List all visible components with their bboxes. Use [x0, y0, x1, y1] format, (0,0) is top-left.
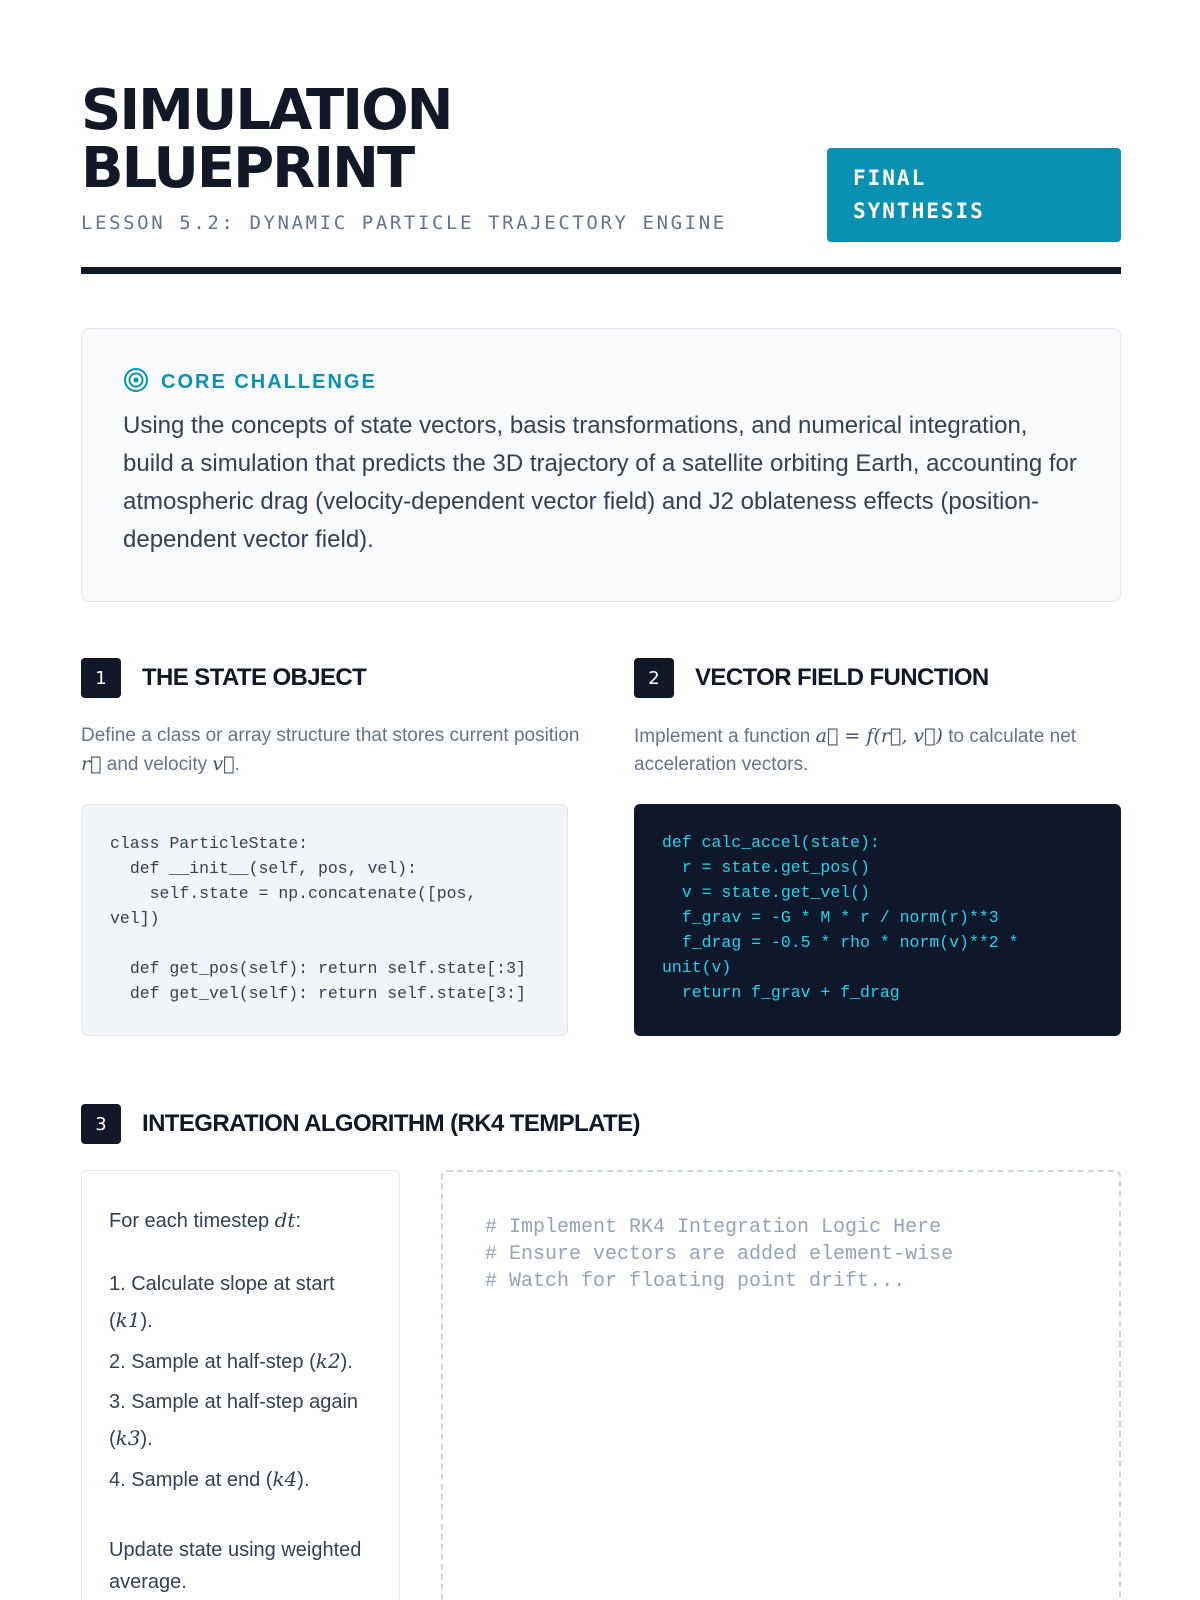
rk4-code-editor[interactable]: # Implement RK4 Integration Logic Here # Ensure vectors are added element-wise # Watch for floating point drift...: [441, 1170, 1121, 1600]
target-icon: [123, 367, 149, 398]
rk4-step-list: [109, 1266, 372, 1498]
list-item: 3. Sample at half-step again (k3).: [109, 1391, 359, 1450]
step-2-description: Implement a function a⃗ = f(r⃗, v⃗) to calculate net acceleration vectors.: [634, 725, 1077, 775]
list-item: 2. Sample at half-step (k2).: [109, 1349, 353, 1373]
step-1-title: THE STATE OBJECT: [142, 664, 367, 691]
step-2-header: [634, 658, 989, 698]
final-synthesis-badge: [827, 148, 1121, 242]
core-challenge-card: [81, 328, 1121, 602]
lesson-subtitle: LESSON 5.2: DYNAMIC PARTICLE TRAJECTORY ENGINE: [81, 212, 727, 234]
list-item: 1. Calculate slope at start (k1).: [109, 1273, 335, 1332]
velocity-vector: v⃗: [212, 753, 235, 775]
list-item: 4. Sample at end (k4).: [109, 1467, 310, 1491]
challenge-text: Using the concepts of state vectors, basis transformations, and numerical integration, build a simulation that predicts the 3D trajectory of a satellite orbiting Earth, accounting for atmospheric drag (velocity-dependent vector field) and J2 oblateness effects (position-dependent vector field).: [123, 412, 1077, 553]
step-3-header: [81, 1104, 640, 1144]
page-header: [81, 78, 1121, 274]
step-1-description: Define a class or array structure that stores current position r⃗ and velocity v⃗.: [81, 725, 580, 775]
title-line-2: BLUEPRINT: [81, 136, 414, 201]
position-vector: r⃗: [81, 753, 102, 775]
rk4-outro: Update state using weighted average.: [109, 1539, 362, 1593]
rk4-intro: For each timestep dt:: [109, 1208, 302, 1232]
step-2-title: VECTOR FIELD FUNCTION: [695, 664, 989, 691]
acceleration-formula: a⃗ = f(r⃗, v⃗): [815, 725, 943, 747]
step-number-3: 3: [81, 1104, 121, 1144]
vector-field-code: def calc_accel(state): r = state.get_pos() v = state.get_vel() f_grav = -G * M * r / norm(r)**3 f_drag = -0.5 * rho * norm(v)**2 * unit(v) return f_grav + f_drag: [634, 804, 1121, 1036]
step-1-header: [81, 658, 366, 698]
challenge-label: CORE CHALLENGE: [161, 370, 377, 393]
step-3-title: INTEGRATION ALGORITHM (RK4 TEMPLATE): [142, 1110, 640, 1137]
title-line-1: SIMULATION: [81, 78, 452, 143]
badge-line-2: SYNTHESIS: [853, 199, 985, 223]
state-object-code: class ParticleState: def __init__(self, pos, vel): self.state = np.concatenate([pos, vel]) def get_pos(self): return self.state[:3] def get_vel(self): return self.state[3:]: [81, 804, 568, 1036]
challenge-header: [123, 367, 1079, 397]
badge-line-1: FINAL: [853, 166, 927, 190]
header-divider: [81, 267, 1121, 274]
step-number-2: 2: [634, 658, 674, 698]
rk4-instructions: [81, 1170, 400, 1600]
step-number-1: 1: [81, 658, 121, 698]
